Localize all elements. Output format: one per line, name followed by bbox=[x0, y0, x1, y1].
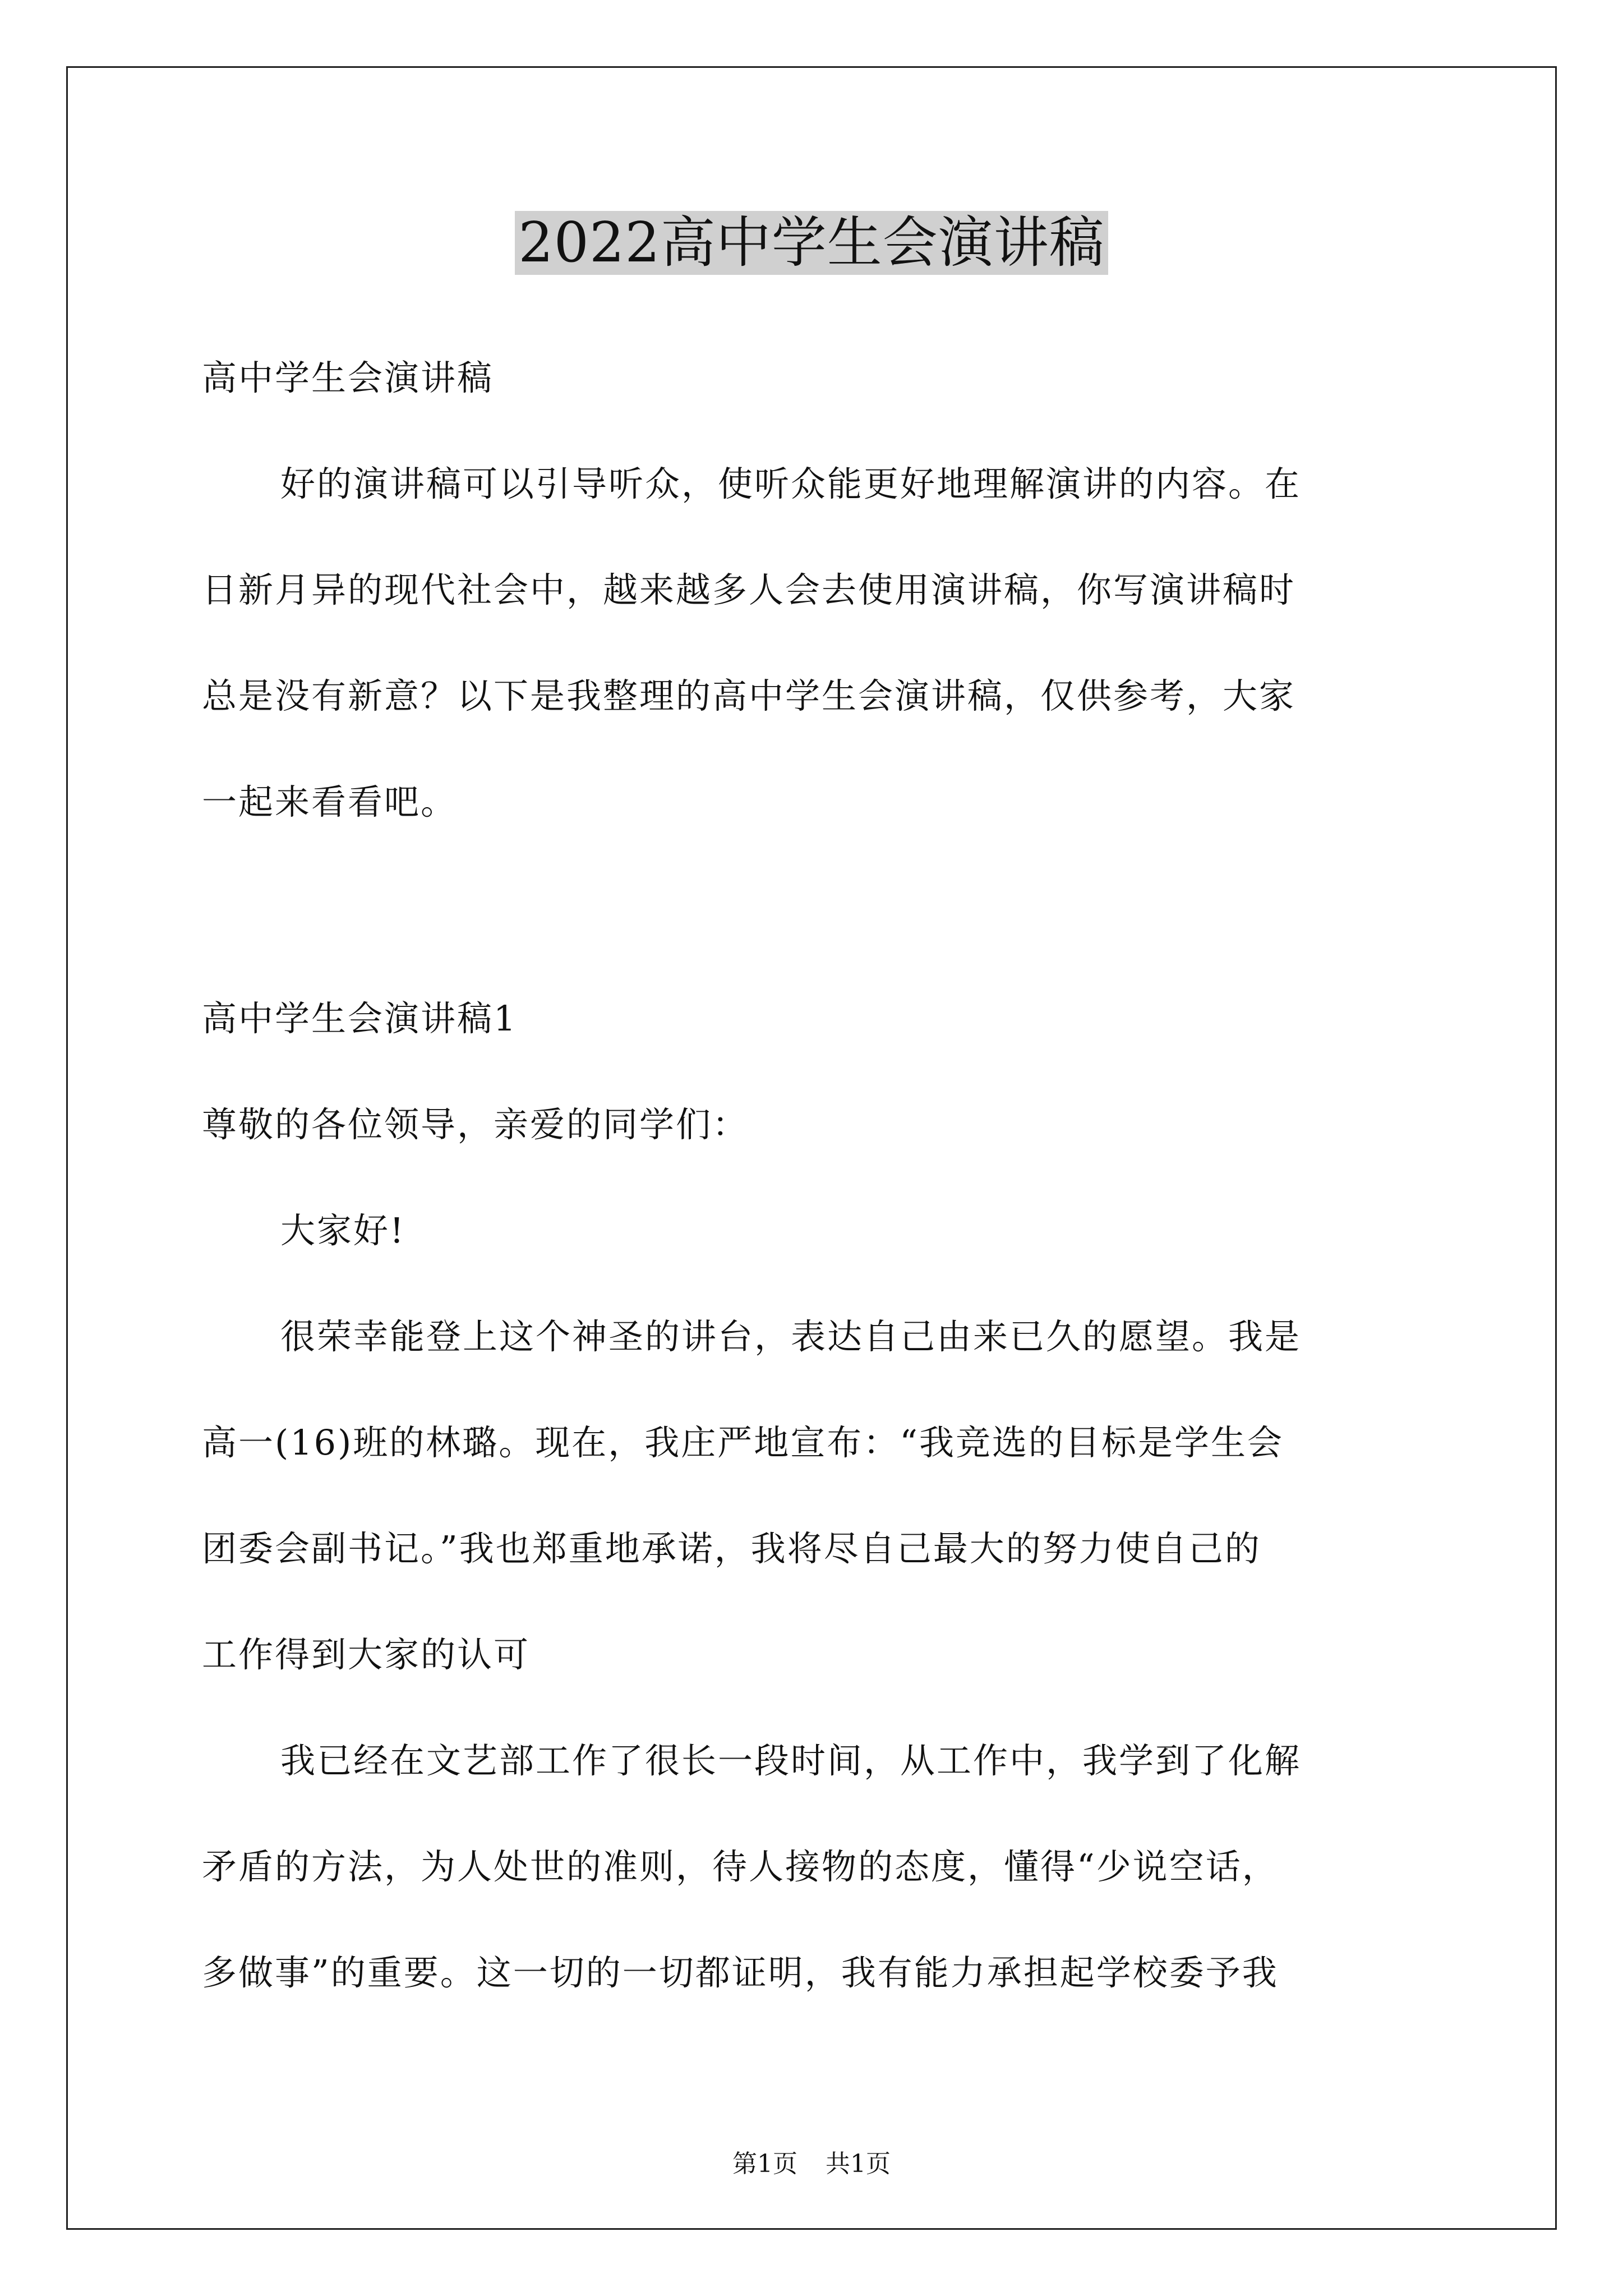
page-footer bbox=[0, 2147, 1623, 2181]
body-line: 我已经在文艺部工作了很长一段时间，从工作中，我学到了化解 bbox=[280, 1740, 1302, 1781]
body-line: 一起来看看吧。 bbox=[202, 781, 458, 822]
page-number: 第1页 bbox=[732, 2150, 797, 2178]
body-line: 矛盾的方法，为人处世的准则，待人接物的态度，懂得“少说空话， bbox=[202, 1846, 1279, 1887]
body-line: 总是没有新意？以下是我整理的高中学生会演讲稿，仅供参考，大家 bbox=[202, 675, 1296, 716]
body-line: 很荣幸能登上这个神圣的讲台，表达自己由来已久的愿望。我是 bbox=[280, 1316, 1302, 1357]
document-title-text: 2022高中学生会演讲稿 bbox=[515, 211, 1108, 275]
body-line: 团委会副书记。”我也郑重地承诺，我将尽自己最大的努力使自己的 bbox=[202, 1528, 1261, 1569]
body-line: 日新月异的现代社会中，越来越多人会去使用演讲稿，你写演讲稿时 bbox=[202, 569, 1296, 610]
body-line: 多做事”的重要。这一切的一切都证明，我有能力承担起学校委予我 bbox=[202, 1952, 1279, 1993]
section-heading: 高中学生会演讲稿1 bbox=[202, 998, 518, 1039]
salutation-line: 尊敬的各位领导，亲爱的同学们： bbox=[202, 1104, 749, 1145]
body-line: 好的演讲稿可以引导听众，使听众能更好地理解演讲的内容。在 bbox=[280, 463, 1302, 504]
body-line: 高一(16)班的林璐。现在，我庄严地宣布：“我竞选的目标是学生会 bbox=[202, 1422, 1284, 1463]
greeting-line: 大家好! bbox=[280, 1210, 405, 1251]
document-title bbox=[0, 206, 1623, 279]
body-line: 工作得到大家的认可 bbox=[202, 1634, 531, 1675]
subtitle-line: 高中学生会演讲稿 bbox=[202, 357, 494, 398]
page-total: 共1页 bbox=[826, 2150, 891, 2178]
